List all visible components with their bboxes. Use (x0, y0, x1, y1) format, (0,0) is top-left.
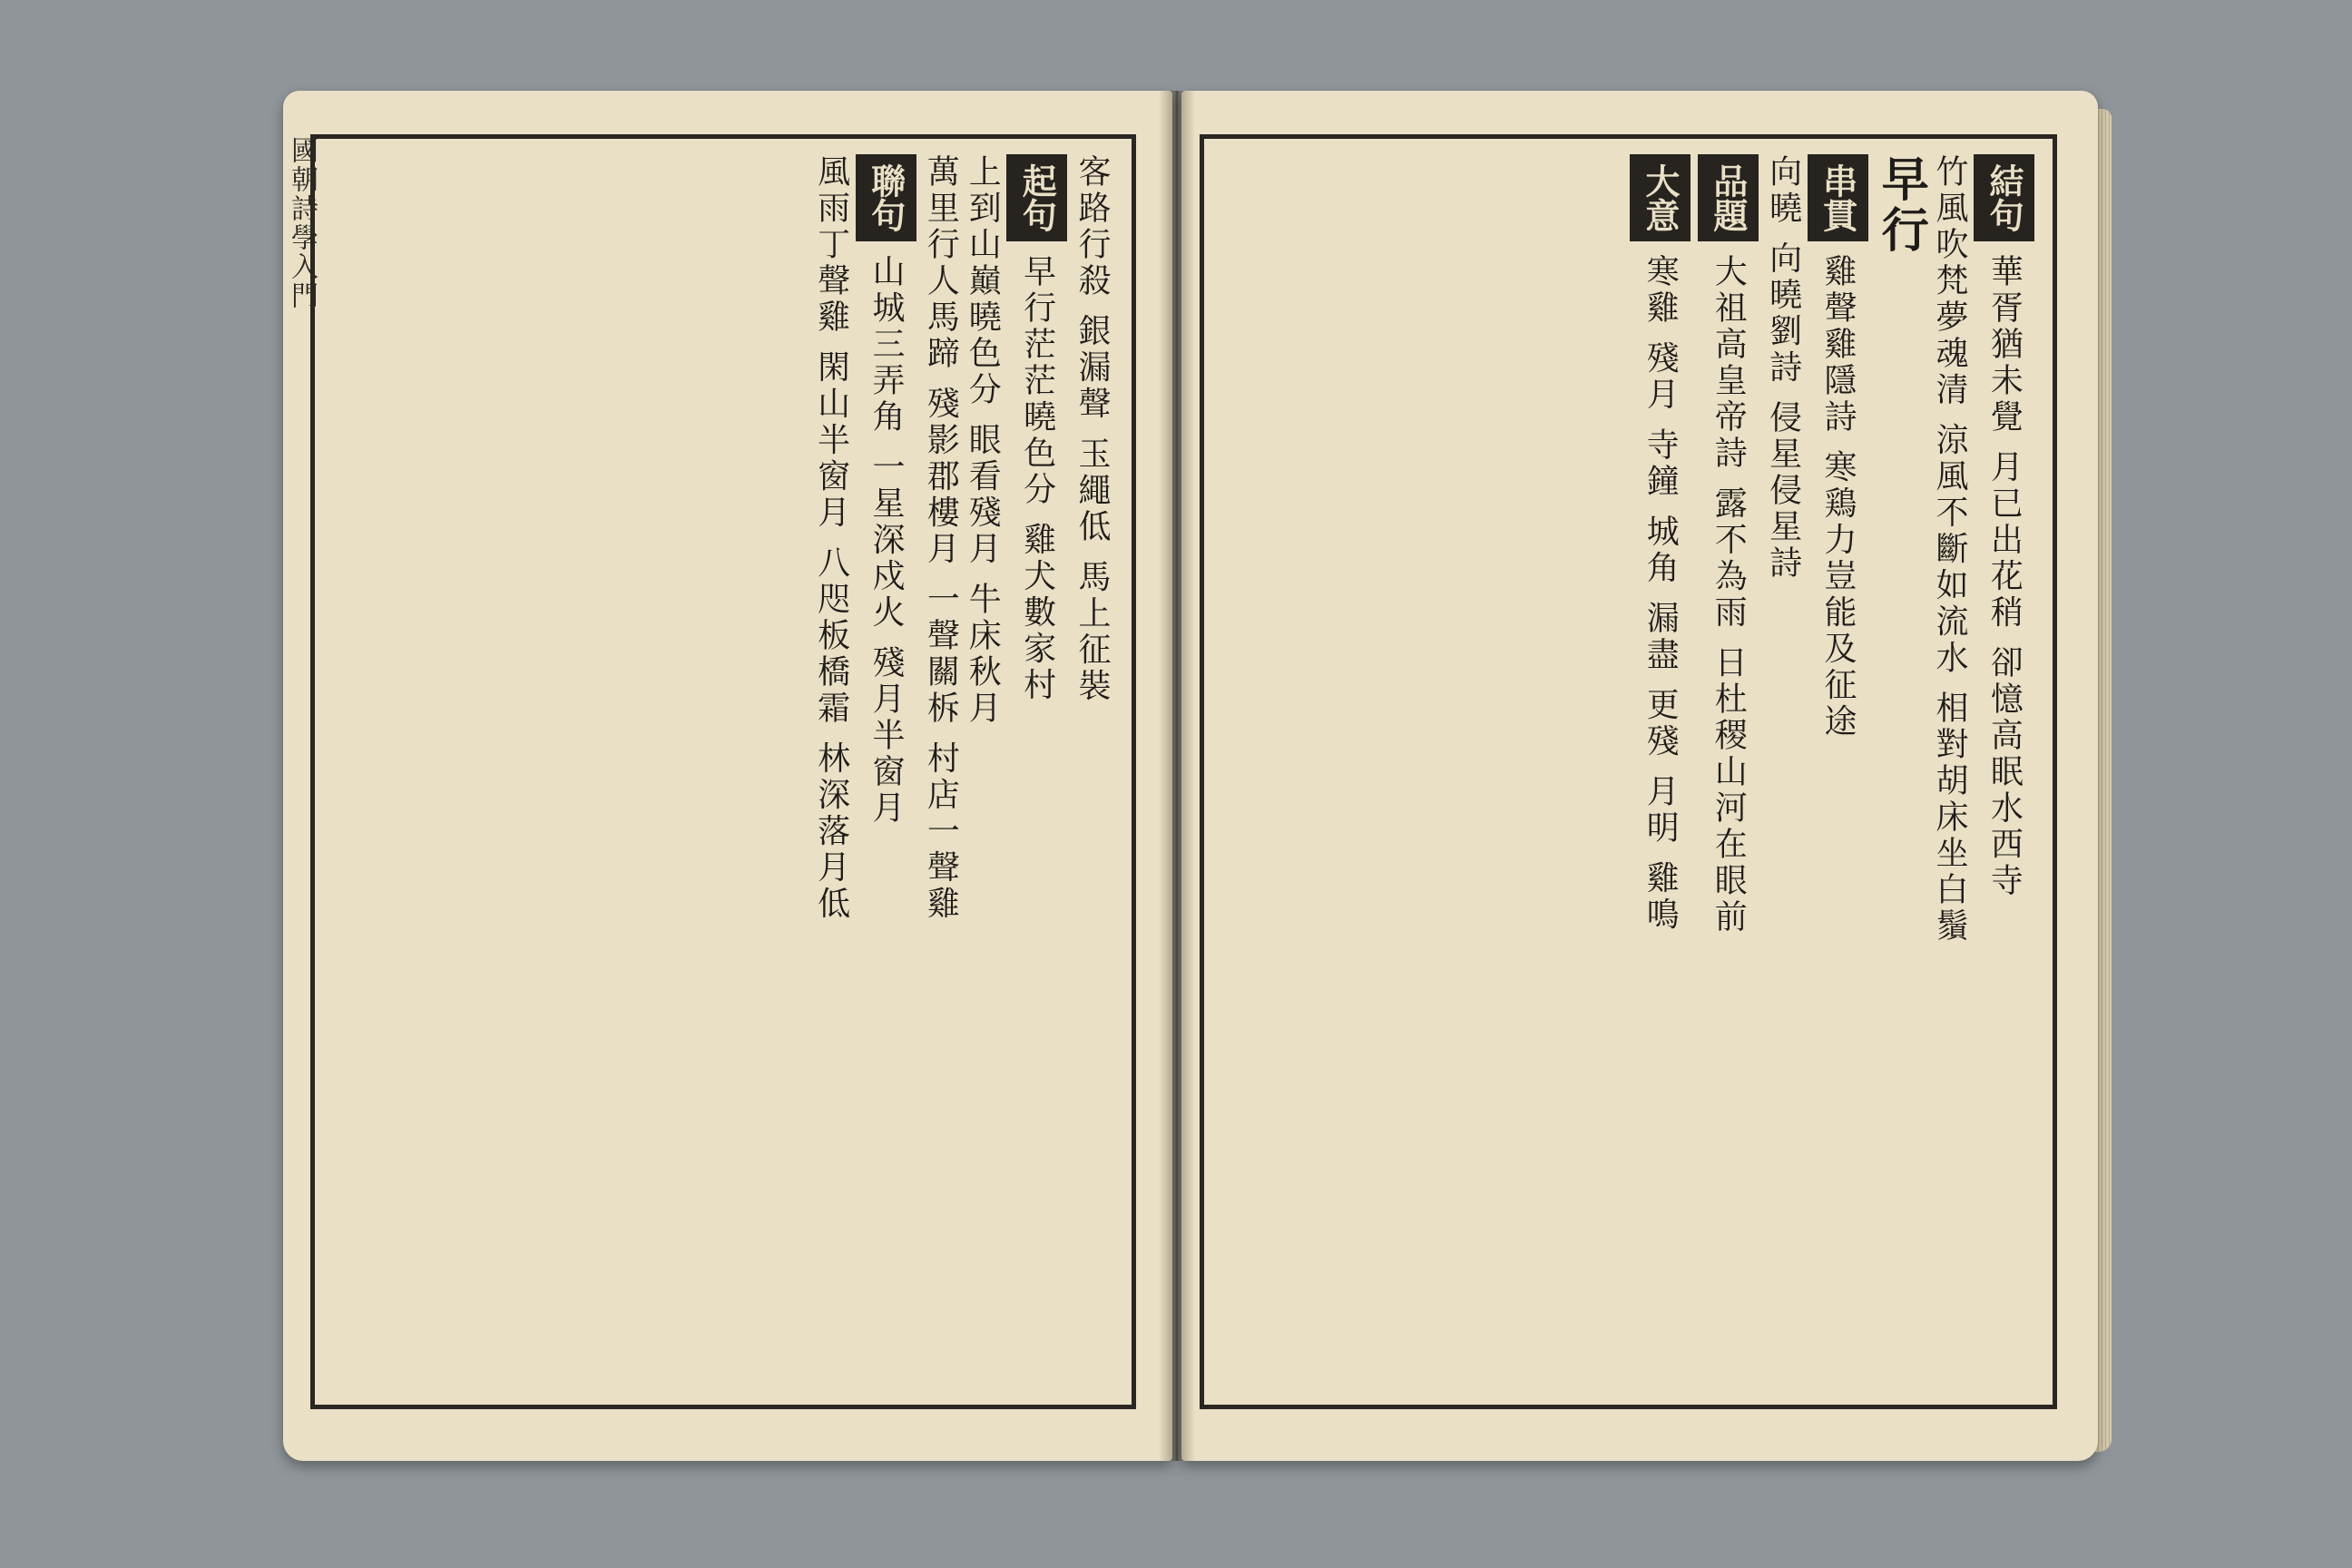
column-text: 風雨丁聲雞 閑山半窗月 八咫板橋霜 林深落月低 (812, 154, 850, 923)
text-column (814, 154, 848, 1388)
column-text: 客路行殺 銀漏聲 玉繩低 馬上征裝 (1073, 154, 1111, 705)
text-column (1808, 154, 1868, 1388)
book-gutter (1159, 91, 1195, 1461)
section-head-lianju: 聯句 (856, 154, 916, 241)
text-column (856, 154, 916, 1388)
left-page (283, 91, 1172, 1461)
column-text: 早行茫茫曉色分 雞犬數家村 (1018, 254, 1056, 704)
text-column (1766, 154, 1800, 1388)
section-title-zaoxing: 早行 (1873, 154, 1929, 256)
text-column (924, 154, 958, 1388)
section-head-pinti: 品題 (1698, 154, 1759, 241)
section-head-jieju: 結句 (1974, 154, 2034, 241)
text-column (1974, 154, 2034, 1388)
column-text: 雞聲雞隱詩 寒鶏力豈能及征途 (1819, 254, 1857, 740)
text-column (1932, 154, 1966, 1388)
text-column (1630, 154, 1690, 1388)
left-text-columns (328, 154, 1109, 1388)
column-text: 萬里行人馬蹄 殘影郡樓月 一聲關柝 村店一聲雞 (922, 154, 960, 923)
column-text: 山城三弄角 一星深戍火 殘月半窗月 (867, 254, 905, 827)
right-page (1181, 91, 2098, 1461)
text-column (1006, 154, 1067, 1388)
column-text: 大祖高皇帝詩 露不為雨 日杜稷山河在眼前 (1710, 254, 1748, 936)
text-column (1074, 154, 1109, 1388)
margin-title: 國朝詩學入門 (286, 136, 318, 310)
text-column (1698, 154, 1759, 1388)
book-spread (283, 91, 2107, 1470)
section-head-qiju: 起句 (1006, 154, 1067, 241)
column-text: 華胥猶未覺 月已出花稍 卻憶高眠水西寺 (1985, 254, 2024, 899)
text-column (964, 154, 1002, 1388)
left-margin (283, 136, 319, 1397)
section-head-chuanguan: 串貫 (1808, 154, 1868, 241)
right-text-columns (1218, 154, 2034, 1388)
column-text: 竹風吹梵夢魂清 涼風不斷如流水 相對胡床坐白鬚 (1931, 154, 1968, 945)
text-column (1873, 154, 1929, 1388)
section-head-dayi: 大意 (1630, 154, 1690, 241)
column-text: 向曉 向曉劉詩 侵星侵星詩 (1764, 154, 1802, 582)
column-text: 上到山巔曉色分 眼看殘月 牛床秋月 (964, 154, 1002, 727)
column-text: 寒雞 殘月 寺鐘 城角 漏盡 更殘 月明 雞鳴 (1642, 254, 1680, 934)
